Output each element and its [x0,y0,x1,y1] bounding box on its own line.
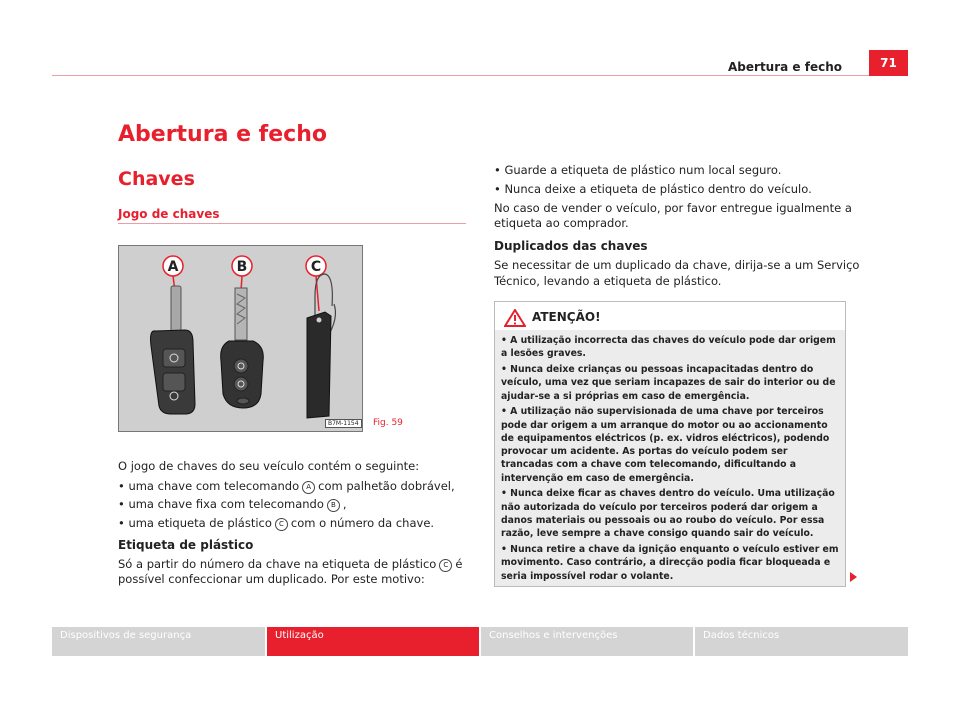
list-item-text: , [342,497,347,511]
ref-b: B [327,499,340,512]
flip-key-a [151,286,196,414]
continue-arrow-icon [850,572,857,582]
etiqueta-paragraph-line2: possível confeccionar um duplicado. Por este motivo: [118,572,425,586]
list-item [118,478,455,494]
warning-box [494,301,846,587]
keys-illustration [119,246,362,431]
figure-caption: Fig. 59 [373,418,403,428]
ref-a: A [302,481,315,494]
callout-b-label: B [236,259,248,275]
warning-item: • Nunca deixe crianças ou pessoas incapacitadas dentro do veículo, uma vez que seriam incapazes de sair do interior ou de ajudar-se a si próprias em caso de emergência. [501,363,836,402]
warning-item: • A utilização incorrecta das chaves do veículo pode dar origem a lesões graves. [501,335,836,360]
paragraph-text: Só a partir do número da chave na etiqueta de plástico [118,557,437,571]
callout-a-label: A [167,259,179,275]
fixed-key-b [221,288,264,408]
list-item-text: • uma chave com telecomando [118,479,300,493]
chapter-title: Abertura e fecho [118,122,327,147]
footer-tab-technical[interactable]: Dados técnicos [695,627,908,656]
paragraph-text: é [455,557,463,571]
warning-body [501,334,841,585]
warning-title: ATENÇÃO! [532,310,601,324]
subsection-rule [118,223,466,224]
sell-paragraph-line1: No caso de vender o veículo, por favor entregue igualmente a [494,201,852,215]
callout-b [232,256,252,291]
page-number: 71 [869,50,908,76]
list-item: • Nunca deixe a etiqueta de plástico dentro do veículo. [494,182,812,196]
footer-tab-usage[interactable]: Utilização [267,627,479,656]
etiqueta-paragraph [118,556,462,572]
list-item-text: com palhetão dobrável, [318,479,455,493]
list-item-text: • uma etiqueta de plástico [118,516,272,530]
callout-c-label: C [310,259,322,275]
figure-code: B7M-1154 [325,419,362,428]
warning-item: • Nunca retire a chave da ignição enquanto o veículo estiver em movimento. Caso contrário, a direcção podia ficar bloqueada e seria impossível rodar o volante. [501,544,839,582]
duplicates-heading: Duplicados das chaves [494,239,648,253]
list-item-text: • uma chave fixa com telecomando [118,497,324,511]
list-item-text: com o número da chave. [290,516,435,530]
warning-triangle-icon [504,309,526,327]
warning-item: • A utilização não supervisionada de uma chave por terceiros pode dar origem a um arranque do motor ou ao accionamento de equipamentos eléctricos (p. ex. vidros eléctricos), podendo provocar um acidente. As portas do veículo podem ser trancadas com a chave com telecomando, dificultando a intervenção em caso de emergência. [501,406,830,484]
ref-c: C [275,518,288,531]
plastic-tag-c [307,274,335,418]
footer-tab-tips[interactable]: Conselhos e intervenções [481,627,693,656]
etiqueta-heading: Etiqueta de plástico [118,538,254,552]
keys-figure [118,245,363,432]
duplicates-paragraph-line2: Técnico, levando a etiqueta de plástico. [494,274,722,288]
keys-intro: O jogo de chaves do seu veículo contém o seguinte: [118,459,420,473]
duplicates-paragraph-line1: Se necessitar de um duplicado da chave, dirija-se a um Serviço [494,258,860,272]
footer-tab-safety[interactable]: Dispositivos de segurança [52,627,265,656]
ref-c: C [439,559,452,572]
sell-paragraph-line2: etiqueta ao comprador. [494,216,629,230]
warning-item: • Nunca deixe ficar as chaves dentro do veículo. Uma utilização não autorizada do veículo por terceiros poderá dar origem a danos materiais ou pessoais ou ao roubo do veículo. Por essa razão, leve sempre a chave consigo quando sair do veículo. [501,488,835,540]
header-title: Abertura e fecho [728,60,842,74]
list-item [118,515,434,531]
list-item [118,496,347,512]
list-item: • Guarde a etiqueta de plástico num local seguro. [494,163,782,177]
header-rule [52,75,908,76]
section-title: Chaves [118,168,195,190]
subsection-title: Jogo de chaves [118,207,220,221]
